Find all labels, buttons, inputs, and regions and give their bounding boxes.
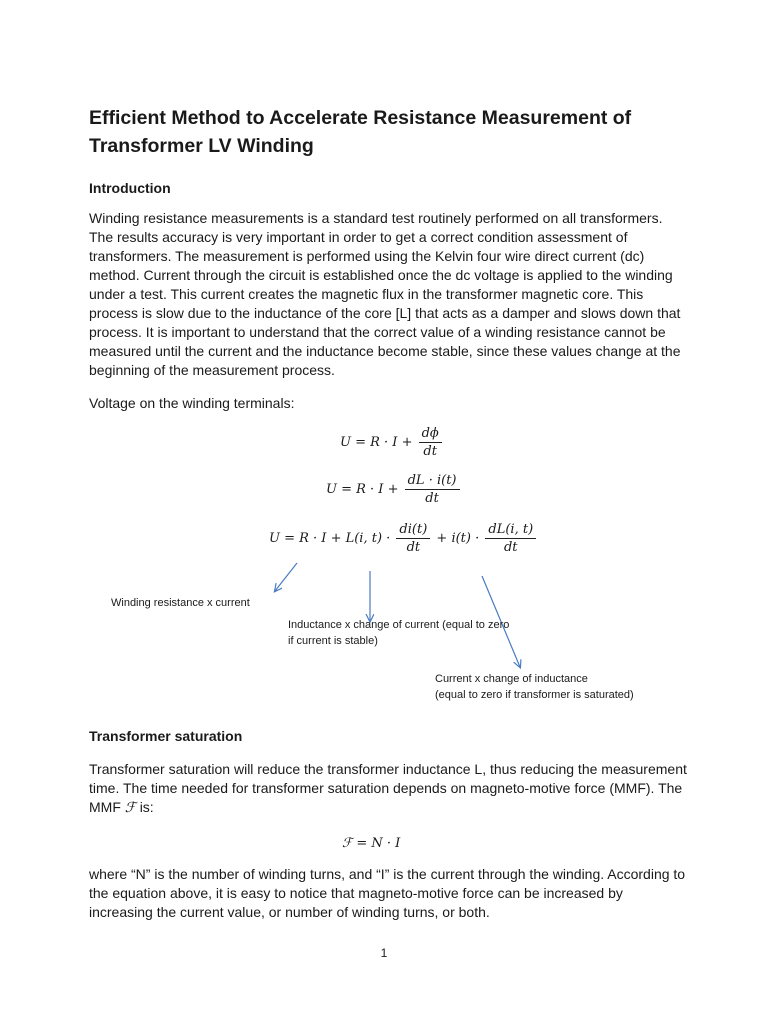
section-heading-saturation: Transformer saturation	[89, 728, 243, 744]
annotation-inductance-line-1: Inductance x change of current (equal to zero	[288, 619, 510, 631]
saturation-paragraph-1-end: is:	[139, 799, 154, 815]
equation-1-lhs: U = R · I +	[340, 435, 413, 450]
annotation-current	[435, 671, 634, 703]
page-number: 1	[380, 946, 388, 960]
equation-2-denominator: dt	[425, 491, 439, 506]
document-title: Efficient Method to Accelerate Resistance Measurement of Transformer LV Winding	[89, 107, 632, 157]
saturation-paragraph-2: where “N” is the number of winding turns, and “I” is the current through the winding. According to the equation above, it is easy to notice that magneto-motive force can be increased by increasing the current value, or number of winding turns, or both.	[89, 866, 686, 920]
introduction-paragraph: Winding resistance measurements is a standard test routinely performed on all transformers. The results accuracy is very important in order to get a correct condition assessment of transformers. The measurement is performed using the Kelvin four wire direct current (dc) method. Current through the circuit is established once the dc voltage is applied to the winding under a test. This current creates the magnetic flux in the transformer magnetic core. This process is slow due to the inductance of the core [L] that acts as a damper and slows down that process. It is important to understand that the correct value of a winding resistance cannot be measured until the current and the inductance become stable, since these values change at the beginning of the measurement process.	[89, 210, 681, 378]
annotation-inductance	[288, 617, 509, 649]
annotation-current-line-2: (equal to zero if transformer is saturated)	[435, 689, 634, 701]
mmf-equation: ℱ = N · I	[342, 836, 401, 851]
annotation-current-line-1: Current x change of inductance	[435, 673, 588, 685]
saturation-paragraph-1-text: Transformer saturation will reduce the transformer inductance L, thus reducing the measurement time. The time needed for transformer saturation depends on magneto-motive force (MMF). The MMF	[89, 761, 687, 815]
equation-3-numerator-2: dL(i, t)	[485, 522, 536, 539]
equation-2-numerator: dL · i(t)	[405, 473, 460, 490]
equation-3-denominator-2: dt	[503, 540, 518, 555]
equation-3-part2: + i(t) ·	[436, 531, 480, 546]
mmf-symbol: ℱ	[124, 800, 136, 816]
equation-3-denominator-1: dt	[406, 540, 421, 555]
equation-2-lhs: U = R · I +	[326, 482, 399, 497]
equation-1-numerator: dϕ	[419, 426, 442, 443]
equation-3-numerator-1: di(t)	[396, 522, 430, 539]
annotation-resistance: Winding resistance x current	[111, 597, 250, 609]
arrow-to-resistance	[275, 563, 297, 591]
section-heading-introduction: Introduction	[89, 180, 171, 196]
annotation-inductance-line-2: if current is stable)	[288, 635, 378, 647]
saturation-paragraph-1	[89, 760, 689, 818]
voltage-label: Voltage on the winding terminals:	[89, 395, 295, 411]
equation-1-denominator: dt	[423, 444, 437, 459]
equation-3-part1: U = R · I + L(i, t) ·	[269, 531, 391, 546]
